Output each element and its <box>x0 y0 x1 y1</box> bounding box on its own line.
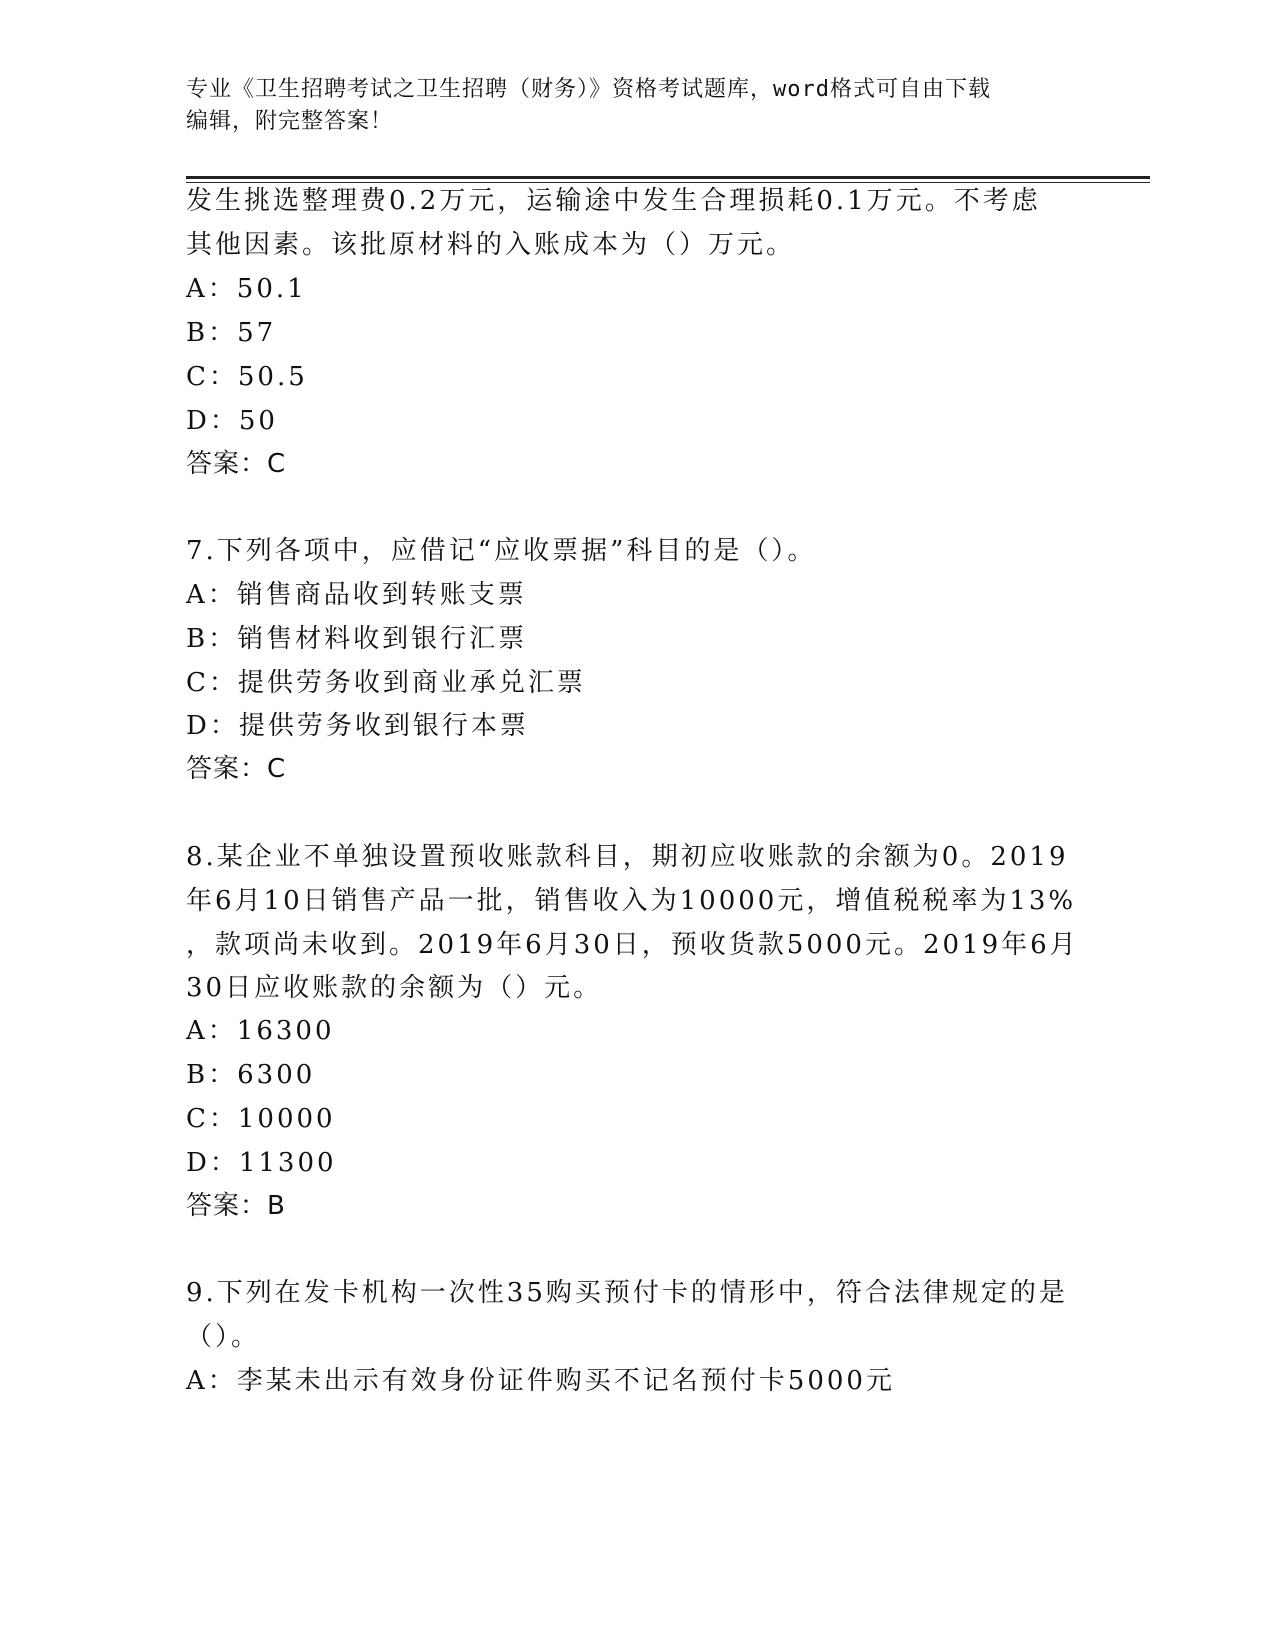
q7-option-c: C：提供劳务收到商业承兑汇票 <box>186 668 586 698</box>
q8-option-d: D：11300 <box>186 1148 337 1178</box>
q6-option-d: D：50 <box>186 406 278 436</box>
q7-answer: 答案：C <box>186 754 287 784</box>
q6-text-line-1: 发生挑选整理费0.2万元，运输途中发生合理损耗0.1万元。不考虑 <box>186 186 1041 216</box>
q8-answer: 答案：B <box>186 1191 286 1221</box>
q9-text-line-1: 9.下列在发卡机构一次性35购买预付卡的情形中，符合法律规定的是 <box>186 1278 1068 1308</box>
q6-text-line-2: 其他因素。该批原材料的入账成本为（）万元。 <box>186 230 796 260</box>
q8-text-line-1: 8.某企业不单独设置预收账款科目，期初应收账款的余额为0。2019 <box>186 842 1069 872</box>
q8-text-line-4: 30日应收账款的余额为（）元。 <box>186 973 603 1003</box>
header-divider-thin <box>186 182 1150 183</box>
q6-option-a: A：50.1 <box>186 274 307 304</box>
q8-option-c: C：10000 <box>186 1104 336 1134</box>
q7-option-b: B：销售材料收到银行汇票 <box>186 624 528 654</box>
q8-option-b: B：6300 <box>186 1060 316 1090</box>
q7-text-line-1: 7.下列各项中，应借记“应收票据”科目的是（）。 <box>186 536 817 566</box>
q6-answer: 答案：C <box>186 449 287 479</box>
q9-option-a: A：李某未出示有效身份证件购买不记名预付卡5000元 <box>186 1366 895 1396</box>
q8-text-line-2: 年6月10日销售产品一批，销售收入为10000元，增值税税率为13% <box>186 886 1077 916</box>
q7-option-d: D：提供劳务收到银行本票 <box>186 711 529 741</box>
q8-text-line-3: ，款项尚未收到。2019年6月30日，预收货款5000元。2019年6月 <box>186 930 1079 960</box>
q6-option-c: C：50.5 <box>186 362 308 392</box>
header-line-2: 编辑，附完整答案！ <box>186 109 394 134</box>
q9-text-line-2: （）。 <box>186 1322 261 1352</box>
q8-option-a: A：16300 <box>186 1016 335 1046</box>
header-line-1: 专业《卫生招聘考试之卫生招聘（财务）》资格考试题库，word格式可自由下载 <box>186 77 991 102</box>
q7-option-a: A：销售商品收到转账支票 <box>186 580 527 610</box>
header-divider-thick <box>186 176 1150 179</box>
q6-option-b: B：57 <box>186 318 277 348</box>
document-header <box>186 74 1076 138</box>
